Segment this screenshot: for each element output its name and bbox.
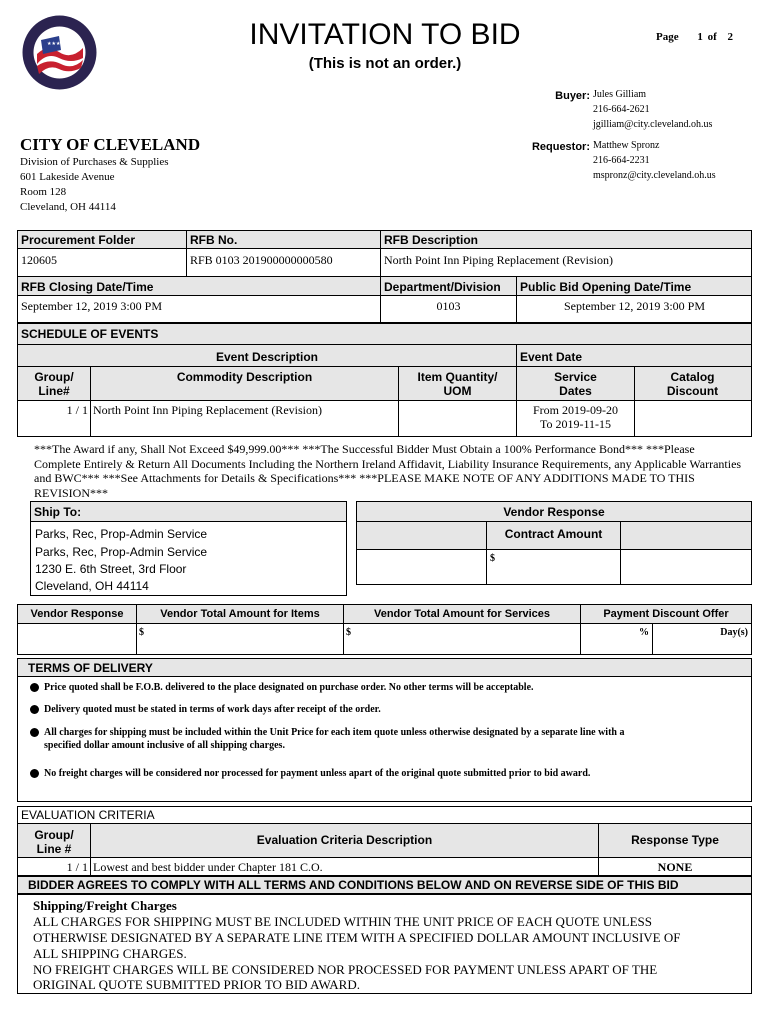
terms-item-3b: specified dollar amount inclusive of all shipping charges. (44, 740, 285, 751)
rfb-description-label: RFB Description (384, 233, 479, 247)
svg-text:★★★: ★★★ (47, 41, 61, 47)
col-service-dates: Service Dates (554, 370, 597, 398)
requestor-name: Matthew Spronz (593, 140, 660, 151)
ship-to-label: Ship To: (34, 505, 82, 519)
vendor-response-label: Vendor Response (503, 505, 605, 519)
schedule-row-group-line: 1 / 1 (66, 403, 88, 417)
agreement-line4: NO FREIGHT CHARGES WILL BE CONSIDERED NOR PROCESSED FOR PAYMENT UNLESS APART OF THE (33, 962, 658, 977)
requestor-label: Requestor: (531, 141, 590, 153)
procurement-folder-label: Procurement Folder (21, 233, 136, 247)
page-label: Page (656, 31, 679, 43)
bullet-icon (30, 728, 39, 737)
evaluation-title: EVALUATION CRITERIA (21, 808, 155, 822)
schedule-notes: ***The Award if any, Shall Not Exceed $49,999.00*** ***The Successful Bidder Must Obtain a 100% Performance Bond*** ***Please Complete Entirely & Return All Documents Including the Northern Ireland Affidavit, Liability Insurance Requirements, any Applicable Warranties and BWC*** ***See Attachments for Details & Specifications*** ***PLEASE MAKE NOTE OF ANY ADDITIONS MADE TO THIS REVISION*** (34, 442, 742, 500)
buyer-email: jgilliam@city.cleveland.oh.us (593, 119, 713, 130)
terms-item-3a: All charges for shipping must be included within the Unit Price for each item quote unless otherwise designated by a separate line with a (44, 727, 625, 738)
event-date-label: Event Date (520, 350, 583, 364)
event-description-label: Event Description (215, 350, 319, 364)
items-currency: $ (139, 627, 144, 638)
col-group-line: Group/ Line# (34, 370, 74, 398)
city-address3: Cleveland, OH 44114 (20, 201, 116, 213)
terms-title: TERMS OF DELIVERY (28, 661, 153, 675)
vendor-col-services: Vendor Total Amount for Services (373, 608, 551, 620)
buyer-label: Buyer: (555, 90, 590, 102)
bullet-icon (30, 705, 39, 714)
document-subtitle: (This is not an order.) (308, 55, 462, 72)
contract-amount-field[interactable] (487, 550, 620, 584)
page-current: 1 (697, 31, 703, 43)
schedule-row-commodity: North Point Inn Piping Replacement (Revision) (93, 403, 322, 417)
rfb-description-value: North Point Inn Piping Replacement (Revision) (384, 253, 613, 267)
requestor-phone: 216-664-2231 (593, 155, 650, 166)
discount-days-field[interactable] (653, 624, 751, 654)
closing-date-label: RFB Closing Date/Time (21, 280, 154, 294)
agreement-line1: ALL CHARGES FOR SHIPPING MUST BE INCLUDED WITHIN THE UNIT PRICE OF EACH QUOTE UNLESS (33, 914, 652, 929)
opening-date-label: Public Bid Opening Date/Time (520, 280, 692, 294)
document-title: INVITATION TO BID (249, 18, 521, 51)
requestor-email: mspronz@city.cleveland.oh.us (593, 170, 716, 181)
eval-row-group: 1 / 1 (66, 860, 88, 874)
agreement-line3: ALL SHIPPING CHARGES. (33, 946, 187, 961)
ship-to-line2: Parks, Rec, Prop-Admin Service (35, 545, 208, 559)
bullet-icon (30, 769, 39, 778)
col-catalog-discount: Catalog Discount (666, 370, 719, 398)
eval-col-response-type: Response Type (631, 833, 719, 847)
vendor-response-field[interactable] (18, 624, 136, 654)
eval-col-description: Evaluation Criteria Description (256, 833, 433, 847)
services-currency: $ (346, 627, 351, 638)
agreement-line2: OTHERWISE DESIGNATED BY A SEPARATE LINE ITEM WITH A SPECIFIED DOLLAR AMOUNT INCLUSIVE OF (33, 930, 681, 945)
schedule-row-to: To 2019-11-15 (539, 417, 612, 431)
col-commodity: Commodity Description (176, 370, 313, 384)
closing-date-value: September 12, 2019 3:00 PM (21, 299, 162, 313)
ship-to-line4: Cleveland, OH 44114 (35, 579, 149, 593)
agreement-banner-text: BIDDER AGREES TO COMPLY WITH ALL TERMS AND CONDITIONS BELOW AND ON REVERSE SIDE OF THIS BID (28, 878, 679, 892)
contract-amount-label: Contract Amount (504, 527, 603, 541)
eval-row-response-type: NONE (657, 860, 693, 874)
schedule-title: SCHEDULE OF EVENTS (21, 327, 159, 341)
city-address2: Room 128 (20, 186, 67, 198)
city-division: Division of Purchases & Supplies (20, 156, 169, 168)
ship-to-line3: 1230 E. 6th Street, 3rd Floor (35, 562, 187, 576)
rfb-no-value: RFB 0103 201900000000580 (190, 253, 333, 267)
vendor-col-items: Vendor Total Amount for Items (160, 608, 320, 620)
services-amount-field[interactable] (344, 624, 580, 654)
department-value: 0103 (436, 299, 461, 313)
buyer-phone: 216-664-2621 (593, 104, 650, 115)
eval-col-group: Group/ Line # (34, 828, 74, 856)
ship-to-line1: Parks, Rec, Prop-Admin Service (35, 527, 208, 541)
city-address1: 601 Lakeside Avenue (20, 171, 115, 183)
department-label: Department/Division (384, 280, 501, 294)
col-quantity: Item Quantity/ UOM (417, 370, 498, 398)
percent-symbol: % (639, 627, 649, 638)
rfb-no-label: RFB No. (190, 233, 238, 247)
agreement-line5: ORIGINAL QUOTE SUBMITTED PRIOR TO BID AWARD. (33, 977, 360, 992)
terms-item-1: Price quoted shall be F.O.B. delivered to the place designated on purchase order. No other terms will be acceptable. (44, 682, 534, 693)
city-seal (21, 14, 98, 91)
terms-item-2: Delivery quoted must be stated in terms of work days after receipt of the order. (44, 704, 381, 715)
agreement-heading: Shipping/Freight Charges (33, 898, 177, 913)
bullet-icon (30, 683, 39, 692)
schedule-row-from: From 2019-09-20 (533, 403, 618, 417)
city-name: CITY OF CLEVELAND (20, 135, 201, 154)
opening-date-value: September 12, 2019 3:00 PM (564, 299, 705, 313)
eval-row-description: Lowest and best bidder under Chapter 181 C.O. (93, 860, 323, 874)
terms-item-4: No freight charges will be considered nor processed for payment unless apart of the original quote submitted prior to bid award. (44, 768, 591, 779)
discount-percent-field[interactable] (581, 624, 652, 654)
city-seal-icon (21, 14, 98, 91)
procurement-folder-value: 120605 (21, 253, 57, 267)
vendor-col-discount: Payment Discount Offer (603, 608, 729, 620)
page-total: 2 (727, 31, 734, 43)
contract-amount-currency: $ (490, 553, 495, 564)
days-label: Day(s) (720, 627, 748, 638)
vendor-col-response: Vendor Response (30, 608, 124, 620)
page-of: of (707, 31, 717, 43)
page-indicator (656, 31, 756, 43)
buyer-name: Jules Gilliam (593, 89, 647, 100)
items-amount-field[interactable] (137, 624, 343, 654)
